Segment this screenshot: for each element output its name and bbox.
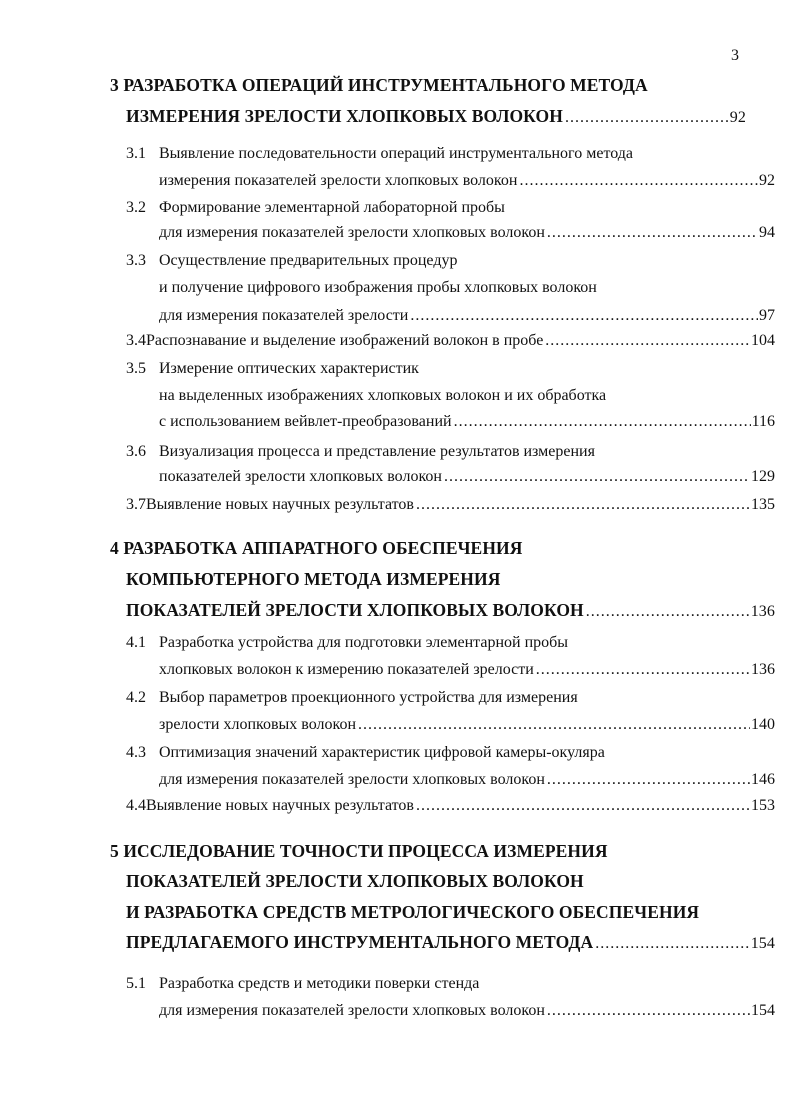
- section-4-2-page: 140: [751, 716, 775, 733]
- section-3-1-line-2: измерения показателей зрелости хлопковых волокон ..... 92: [159, 172, 775, 190]
- section-4-2-line-2: зрелости хлопковых волокон ..... 140: [159, 716, 775, 734]
- chapter-5-title-line-4: ПРЕДЛАГАЕМОГО ИНСТРУМЕНТАЛЬНОГО МЕТОДА ..... 154: [126, 932, 775, 953]
- dot-leader: [416, 496, 750, 514]
- section-number: 5.1: [126, 975, 146, 992]
- section-number: 4.2: [126, 689, 146, 706]
- chapter-5-title-line-1: 5 ИССЛЕДОВАНИЕ ТОЧНОСТИ ПРОЦЕССА ИЗМЕРЕНИЯ: [110, 841, 608, 861]
- section-3-6-line-1: 3.6 Визуализация процесса и представление результатов измерения: [126, 443, 595, 460]
- section-3-2-line-1: 3.2 Формирование элементарной лабораторной пробы: [126, 199, 505, 216]
- section-3-5-page: 116: [751, 413, 775, 430]
- chapter-5-page: 154: [750, 935, 775, 952]
- section-3-3-page: 97: [759, 307, 775, 324]
- chapter-5-title-line-2: ПОКАЗАТЕЛЕЙ ЗРЕЛОСТИ ХЛОПКОВЫХ ВОЛОКОН: [126, 871, 584, 891]
- section-4-4-line-1: 4.4 Выявление новых научных результатов ..... 153: [126, 797, 775, 815]
- section-4-3-page: 146: [751, 771, 775, 788]
- dot-leader: [545, 332, 750, 350]
- section-3-3-line-1: 3.3 Осуществление предварительных процедур: [126, 252, 458, 269]
- chapter-3-page: 92: [729, 109, 746, 126]
- section-3-5-line-2: на выделенных изображениях хлопковых волокон и их обработка: [159, 387, 607, 404]
- dot-leader: [454, 413, 751, 431]
- dot-leader: [547, 1002, 750, 1020]
- page-number: 3: [731, 47, 739, 64]
- chapter-4-title-line-2: КОМПЬЮТЕРНОГО МЕТОДА ИЗМЕРЕНИЯ: [126, 569, 501, 589]
- section-5-1-line-1: 5.1 Разработка средств и методики поверки стенда: [126, 975, 480, 992]
- section-number: 3.4: [126, 332, 146, 349]
- section-4-3-line-1: 4.3 Оптимизация значений характеристик цифровой камеры-окуляра: [126, 744, 605, 761]
- section-3-3-line-2: и получение цифрового изображения пробы хлопковых волокон: [159, 279, 597, 296]
- section-number: 3.6: [126, 443, 146, 460]
- section-number: 3.1: [126, 145, 146, 162]
- chapter-3-title-line-2: ИЗМЕРЕНИЯ ЗРЕЛОСТИ ХЛОПКОВЫХ ВОЛОКОН ..... 92: [126, 106, 746, 127]
- section-3-6-line-2: показателей зрелости хлопковых волокон ..... 129: [159, 468, 775, 486]
- section-5-1-page: 154: [751, 1002, 775, 1019]
- section-3-1-page: 92: [759, 172, 775, 189]
- dot-leader: [519, 172, 758, 190]
- dot-leader: [547, 771, 750, 789]
- section-3-2-line-2: для измерения показателей зрелости хлопковых волокон ..... 94: [159, 224, 775, 242]
- dot-leader: [547, 224, 758, 242]
- section-number: 3.2: [126, 199, 146, 216]
- chapter-3-title-line-1: 3 РАЗРАБОТКА ОПЕРАЦИЙ ИНСТРУМЕНТАЛЬНОГО МЕТОДА: [110, 75, 648, 95]
- section-3-4-page: 104: [751, 332, 775, 349]
- section-3-7-page: 135: [751, 496, 775, 513]
- dot-leader: [565, 109, 729, 127]
- section-number: 3.5: [126, 360, 146, 377]
- section-3-1-line-1: 3.1 Выявление последовательности операций инструментального метода: [126, 145, 633, 162]
- section-3-6-page: 129: [751, 468, 775, 485]
- chapter-4-page: 136: [750, 603, 775, 620]
- section-4-1-line-2: хлопковых волокон к измерению показателей зрелости ..... 136: [159, 661, 775, 679]
- section-number: 4.1: [126, 634, 146, 651]
- section-3-7-line-1: 3.7 Выявление новых научных результатов ..... 135: [126, 496, 775, 514]
- section-4-2-line-1: 4.2 Выбор параметров проекционного устройства для измерения: [126, 689, 578, 706]
- dot-leader: [416, 797, 750, 815]
- dot-leader: [410, 307, 758, 325]
- section-number: 3.3: [126, 252, 146, 269]
- chapter-4-title-line-3: ПОКАЗАТЕЛЕЙ ЗРЕЛОСТИ ХЛОПКОВЫХ ВОЛОКОН ..... 136: [126, 600, 775, 621]
- section-3-2-page: 94: [759, 224, 775, 241]
- section-4-4-page: 153: [751, 797, 775, 814]
- dot-leader: [536, 661, 750, 679]
- chapter-5-title-line-3: И РАЗРАБОТКА СРЕДСТВ МЕТРОЛОГИЧЕСКОГО ОБЕСПЕЧЕНИЯ: [126, 902, 700, 922]
- dot-leader: [444, 468, 750, 486]
- dot-leader: [595, 935, 749, 953]
- section-number: 3.7: [126, 496, 146, 513]
- section-4-1-line-1: 4.1 Разработка устройства для подготовки элементарной пробы: [126, 634, 569, 651]
- section-3-3-line-3: для измерения показателей зрелости ..... 97: [159, 307, 775, 325]
- dot-leader: [586, 603, 750, 621]
- section-number: 4.4: [126, 797, 146, 814]
- chapter-4-title-line-1: 4 РАЗРАБОТКА АППАРАТНОГО ОБЕСПЕЧЕНИЯ: [110, 538, 523, 558]
- section-3-4-line-1: 3.4 Распознавание и выделение изображений волокон в пробе ..... 104: [126, 332, 775, 350]
- section-4-3-line-2: для измерения показателей зрелости хлопковых волокон ..... 146: [159, 771, 775, 789]
- section-3-5-line-3: с использованием вейвлет-преобразований ..... 116: [159, 413, 775, 431]
- section-3-5-line-1: 3.5 Измерение оптических характеристик: [126, 360, 419, 377]
- dot-leader: [358, 716, 750, 734]
- section-4-1-page: 136: [751, 661, 775, 678]
- section-5-1-line-2: для измерения показателей зрелости хлопковых волокон ..... 154: [159, 1002, 775, 1020]
- section-number: 4.3: [126, 744, 146, 761]
